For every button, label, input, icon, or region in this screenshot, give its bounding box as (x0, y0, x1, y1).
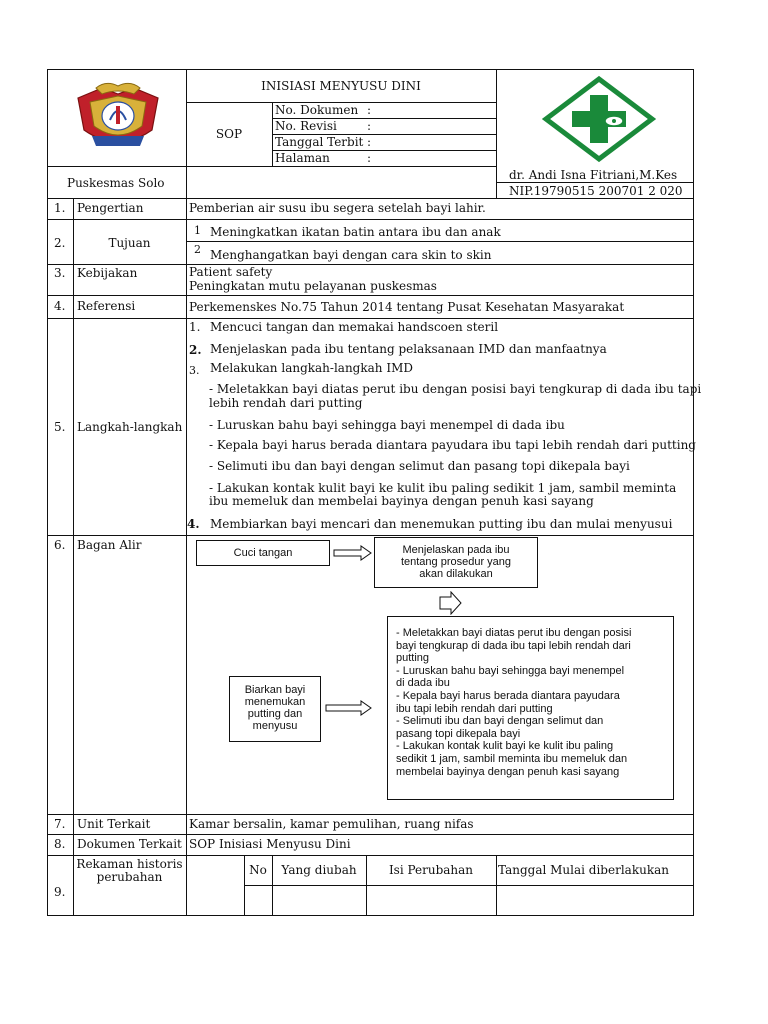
history-col-changed: Yang diubah (281, 863, 357, 877)
section-9-label-line-1: Rekaman historis (76, 857, 183, 871)
revision-label: No. Revisi (275, 119, 337, 133)
flow-box-breastfeed: Biarkan bayi menemukan putting dan menyusu (229, 676, 321, 742)
flow-box-wash-hands: Cuci tangan (196, 540, 330, 566)
step-4-text: Membiarkan bayi mencari dan menemukan putting ibu dan mulai menyusui (210, 517, 673, 531)
section-4-number: 4. (54, 299, 66, 313)
issue-date-label: Tanggal Terbit (275, 135, 364, 149)
section-5-number: 5. (54, 420, 66, 434)
flow-arrow-right-2 (439, 591, 463, 615)
doc-number-label: No. Dokumen (275, 103, 359, 117)
objective-1-text: Meningkatkan ikatan batin antara ibu dan anak (210, 225, 501, 239)
sop-label: SOP (215, 127, 243, 141)
substep-4: - Selimuti ibu dan bayi dengan selimut dan pasang topi dikepala bayi (209, 459, 630, 473)
section-7-number: 7. (54, 817, 66, 831)
step-1-number: 1. (189, 320, 201, 334)
step-2-text: Menjelaskan pada ibu tentang pelaksanaan IMD dan manfaatnya (210, 342, 607, 356)
puskesmas-logo (542, 75, 656, 163)
signatory-name: dr. Andi Isna Fitriani,M.Kes (509, 168, 678, 182)
flow-arrow-right-1 (333, 545, 373, 561)
objective-1-number: 1 (194, 224, 201, 237)
step-2-number: 2. (189, 343, 202, 357)
section-7-label: Unit Terkait (77, 817, 151, 831)
signatory-nip: NIP.19790515 200701 2 020 (509, 184, 683, 198)
section-2-label: Tujuan (108, 236, 151, 250)
section-8-number: 8. (54, 837, 66, 851)
document-title: INISIASI MENYUSU DINI (261, 79, 421, 93)
history-col-content: Isi Perubahan (388, 863, 474, 877)
step-3-text: Melakukan langkah-langkah IMD (210, 361, 413, 375)
objective-2-text: Menghangatkan bayi dengan cara skin to skin (210, 248, 492, 262)
issue-date-value: : (367, 135, 372, 149)
reference-text: Perkemenskes No.75 Tahun 2014 tentang Pusat Kesehatan Masyarakat (189, 300, 625, 314)
section-9-number: 9. (54, 885, 66, 899)
step-3-number: 3. (189, 364, 200, 377)
flow-box-explain: Menjelaskan pada ibu tentang prosedur yang akan dilakukan (374, 537, 538, 588)
section-1-number: 1. (54, 201, 66, 215)
page-value: : (367, 151, 372, 165)
history-col-no: No (249, 863, 267, 877)
policy-line-2: Peningkatan mutu pelayanan puskesmas (189, 279, 437, 293)
section-6-label: Bagan Alir (77, 538, 142, 552)
section-4-label: Referensi (77, 299, 136, 313)
objective-2-number: 2 (194, 243, 201, 256)
page-label: Halaman (275, 151, 330, 165)
section-9-label-line-2: perubahan (96, 870, 163, 884)
flow-arrow-right-3 (325, 700, 373, 716)
institution-name: Puskesmas Solo (67, 176, 165, 190)
flow-box-imd-steps: - Meletakkan bayi diatas perut ibu dengan posisi bayi tengkurap di dada ibu tapi lebih rendah dari putting - Luruskan bahu bayi sehingga bayi menempel di dada ibu - Kepala bayi harus berada diantara payudara ibu tapi lebih rendah dari putting - Selimuti ibu dan bayi dengan selimut dan pasang topi dikepala bayi - Lakukan kontak kulit bayi ke kulit ibu paling sedikit 1 jam, sambil meminta ibu memeluk dan membelai bayinya dengan penuh kasi sayang (387, 616, 674, 800)
substep-5-line-2: ibu memeluk dan membelai bayinya dengan penuh kasi sayang (209, 494, 594, 508)
section-5-label: Langkah-langkah (77, 420, 183, 434)
section-6-number: 6. (54, 538, 66, 552)
related-documents-text: SOP Inisiasi Menyusu Dini (189, 837, 351, 851)
substep-2: - Luruskan bahu bayi sehingga bayi menempel di dada ibu (209, 418, 565, 432)
substep-5-line-1: - Lakukan kontak kulit bayi ke kulit ibu paling sedikit 1 jam, sambil meminta (209, 481, 677, 495)
history-col-effective-date: Tanggal Mulai diberlakukan (498, 863, 669, 877)
definition-text: Pemberian air susu ibu segera setelah bayi lahir. (189, 201, 486, 215)
section-3-label: Kebijakan (77, 266, 138, 280)
substep-1-line-1: - Meletakkan bayi diatas perut ibu dengan posisi bayi tengkurap di dada ibu tapi (209, 382, 702, 396)
step-1-text: Mencuci tangan dan memakai handscoen steril (210, 320, 499, 334)
section-3-number: 3. (54, 266, 66, 280)
regional-emblem-logo (72, 80, 164, 154)
revision-value: : (367, 119, 372, 133)
section-2-number: 2. (54, 236, 66, 250)
substep-3: - Kepala bayi harus berada diantara payudara ibu tapi lebih rendah dari putting (209, 438, 696, 452)
related-units-text: Kamar bersalin, kamar pemulihan, ruang nifas (189, 817, 474, 831)
policy-line-1: Patient safety (189, 265, 273, 279)
step-4-number: 4. (187, 517, 200, 531)
doc-number-value: : (367, 103, 372, 117)
section-8-label: Dokumen Terkait (77, 837, 182, 851)
substep-1-line-2: lebih rendah dari putting (209, 396, 363, 410)
section-1-label: Pengertian (77, 201, 144, 215)
